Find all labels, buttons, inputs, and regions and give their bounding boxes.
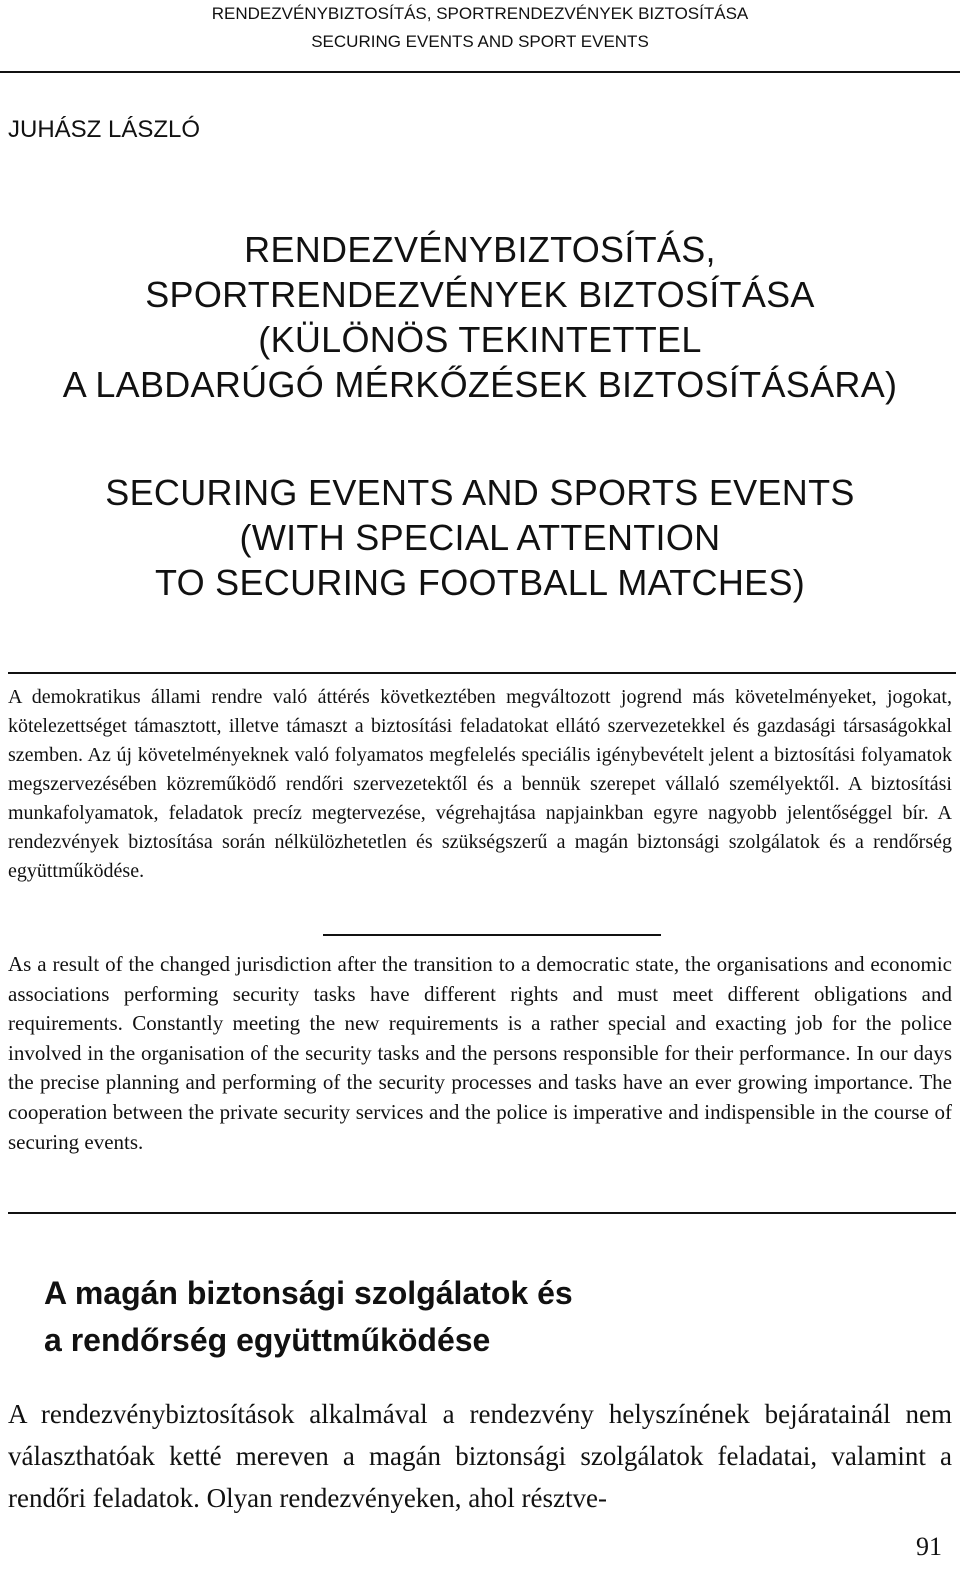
abstract-bottom-divider	[8, 1212, 956, 1214]
section-heading-line: A magán biztonsági szolgálatok és	[44, 1275, 573, 1311]
title-en-line: SECURING EVENTS AND SPORTS EVENTS	[105, 472, 855, 513]
abstract-separator	[323, 934, 661, 936]
abstract-hungarian: A demokratikus állami rendre való áttérés következtében megváltozott jogrend más követelményeket, jogokat, kötelezettséget támasztott, illetve támaszt a biztosítási feladatokat ellátó szervezetekkel és gazdasági társaságokkal szemben. Az új követelményeknek való folyamatos megfelelés speciális igénybevételt jelent a biztosítási folyamatok megszervezésében közreműködő rendőri szervezetektől és a bennük szerepet vállaló személyektől. A biztosítási munkafolyamatok, feladatok precíz megtervezése, végrehajtása napjainkban egyre nagyobb jelentőséggel bír. A rendezvények biztosítása során nélkülözhetetlen és szükségszerű a magán biztonsági szolgálatok és a rendőrség együttműködése.	[8, 686, 952, 882]
title-hungarian	[0, 227, 960, 407]
title-en-line: (WITH SPECIAL ATTENTION	[239, 517, 721, 558]
title-hu-line: RENDEZVÉNYBIZTOSÍTÁS,	[244, 229, 716, 270]
section-heading-line: a rendőrség együttműködése	[44, 1322, 491, 1358]
abstract-english: As a result of the changed jurisdiction after the transition to a democratic state, the organisations and economic associations performing security tasks have different rights and must meet different obligations and requirements. Constantly meeting the new requirements is a rather special and exacting job for the police involved in the organisation of the security tasks and the persons responsible for their performance. In our days the precise planning and performing of the security processes and tasks have an ever growing importance. The cooperation between the private security services and the police is imperative and indispensible in the course of securing events.	[8, 952, 952, 1154]
body-paragraph: A rendezvénybiztosítások alkalmával a rendezvény helyszínének bejáratainál nem választhatóak ketté mereven a magán biztonsági szolgálatok feladatai, valamint a rendőri feladatok. Olyan rendezvényeken, ahol résztve-	[8, 1399, 952, 1513]
title-hu-line: (KÜLÖNÖS TEKINTETTEL	[258, 319, 702, 360]
running-header-hu: RENDEZVÉNYBIZTOSÍTÁS, SPORTRENDEZVÉNYEK BIZTOSÍTÁSA	[211, 4, 749, 23]
title-hu-line: A LABDARÚGÓ MÉRKŐZÉSEK BIZTOSÍTÁSÁRA)	[62, 364, 898, 405]
header-divider	[0, 71, 960, 73]
title-english	[0, 470, 960, 605]
section-heading	[44, 1270, 944, 1364]
title-en-line: TO SECURING FOOTBALL MATCHES)	[154, 562, 806, 603]
author-name: JUHÁSZ LÁSZLÓ	[8, 116, 201, 143]
abstract-top-divider	[8, 672, 956, 674]
title-hu-line: SPORTRENDEZVÉNYEK BIZTOSÍTÁSA	[145, 274, 815, 315]
running-header-en: SECURING EVENTS AND SPORT EVENTS	[311, 32, 649, 51]
page-number: 91	[916, 1532, 942, 1561]
